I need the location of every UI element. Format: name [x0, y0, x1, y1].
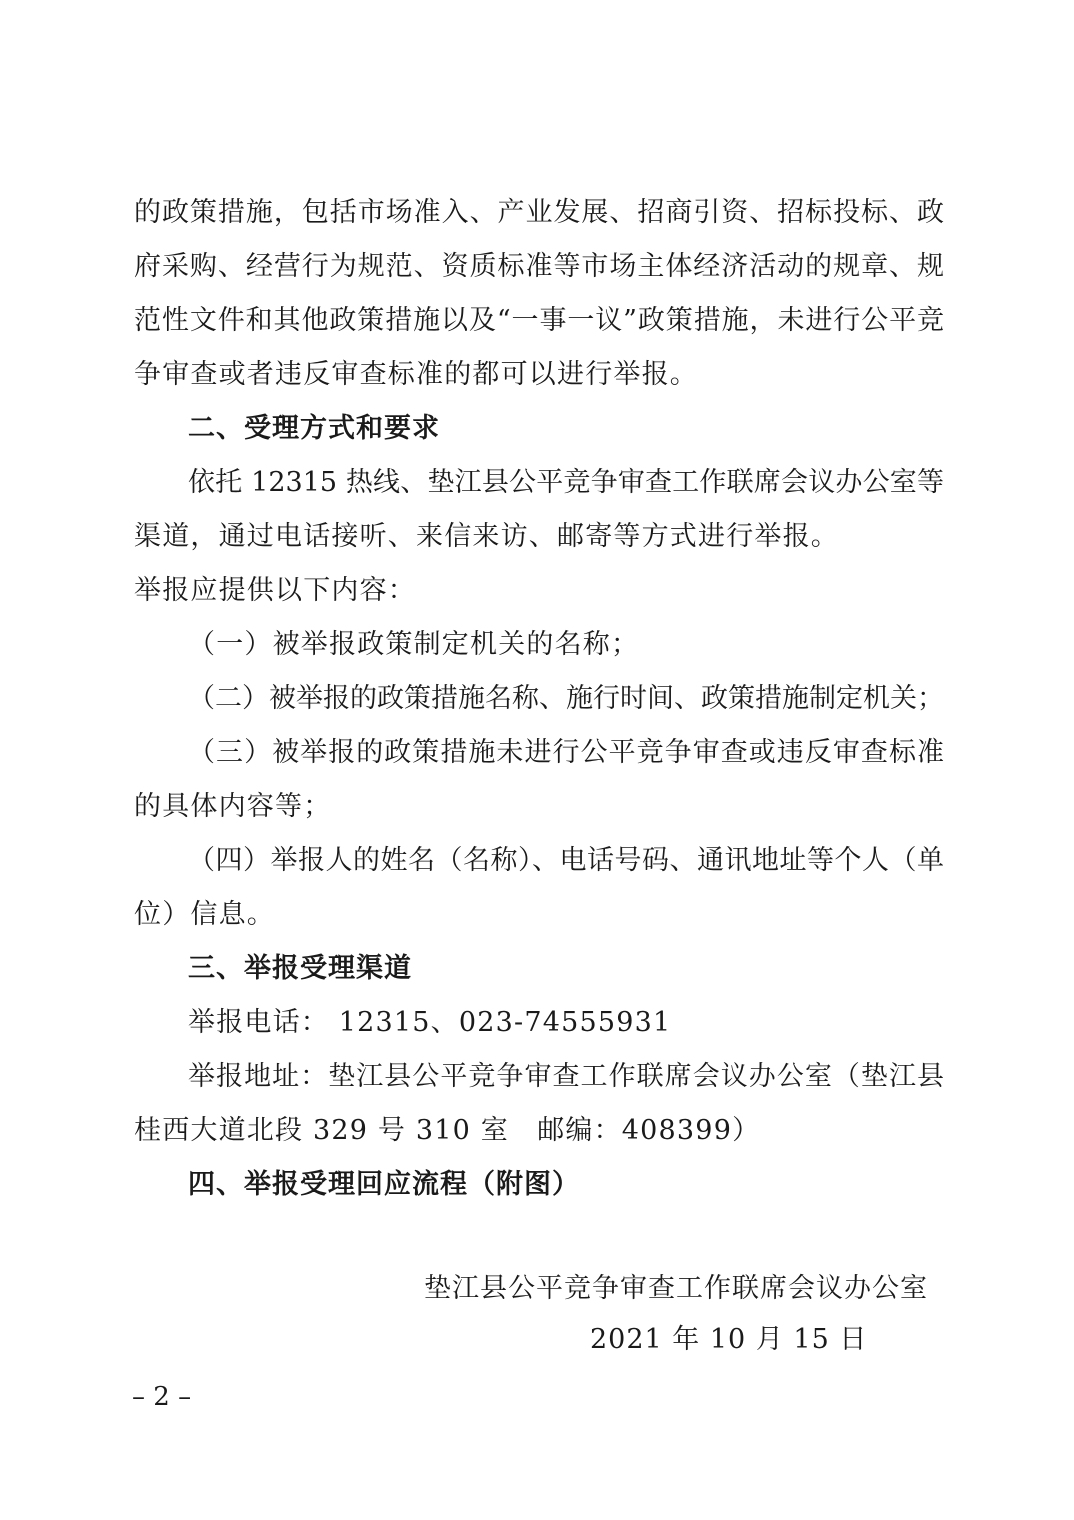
paragraph-line: 争审查或者违反审查标准的都可以进行举报。 [134, 359, 698, 390]
list-item-continuation: 位）信息。 [134, 899, 275, 930]
report-address: 举报地址：垫江县公平竞争审查工作联席会议办公室（垫江县 [188, 1061, 944, 1092]
list-item: （一）被举报政策制定机关的名称； [188, 629, 640, 660]
list-item-continuation: 的具体内容等； [134, 791, 332, 822]
signature-date: 2021 年 10 月 15 日 [590, 1324, 868, 1355]
paragraph-line: 的政策措施，包括市场准入、产业发展、招商引资、招标投标、政 [134, 197, 944, 228]
report-intro: 举报应提供以下内容： [134, 575, 416, 606]
section-heading-2: 二、受理方式和要求 [188, 413, 440, 444]
report-address-continuation: 桂西大道北段 329 号 310 室 邮编：408399） [134, 1115, 761, 1146]
list-item: （二）被举报的政策措施名称、施行时间、政策措施制定机关； [188, 683, 944, 714]
paragraph-line: 渠道，通过电话接听、来信来访、邮寄等方式进行举报。 [134, 521, 839, 552]
list-item: （四）举报人的姓名（名称）、电话号码、通讯地址等个人（单 [188, 845, 944, 876]
paragraph-line: 范性文件和其他政策措施以及“一事一议”政策措施，未进行公平竞 [134, 305, 944, 336]
paragraph-line: 府采购、经营行为规范、资质标准等市场主体经济活动的规章、规 [134, 251, 944, 282]
document-body [134, 186, 944, 1212]
report-phone: 举报电话： 12315、023-74555931 [188, 1007, 672, 1038]
page-number: – 2 – [132, 1382, 192, 1412]
section-heading-3: 三、举报受理渠道 [188, 953, 412, 984]
section-heading-4: 四、举报受理回应流程（附图） [188, 1169, 580, 1200]
signature-organization: 垫江县公平竞争审查工作联席会议办公室 [424, 1273, 928, 1304]
list-item: （三）被举报的政策措施未进行公平竞争审查或违反审查标准 [188, 737, 944, 768]
paragraph-line: 依托 12315 热线、垫江县公平竞争审查工作联席会议办公室等 [188, 467, 944, 498]
